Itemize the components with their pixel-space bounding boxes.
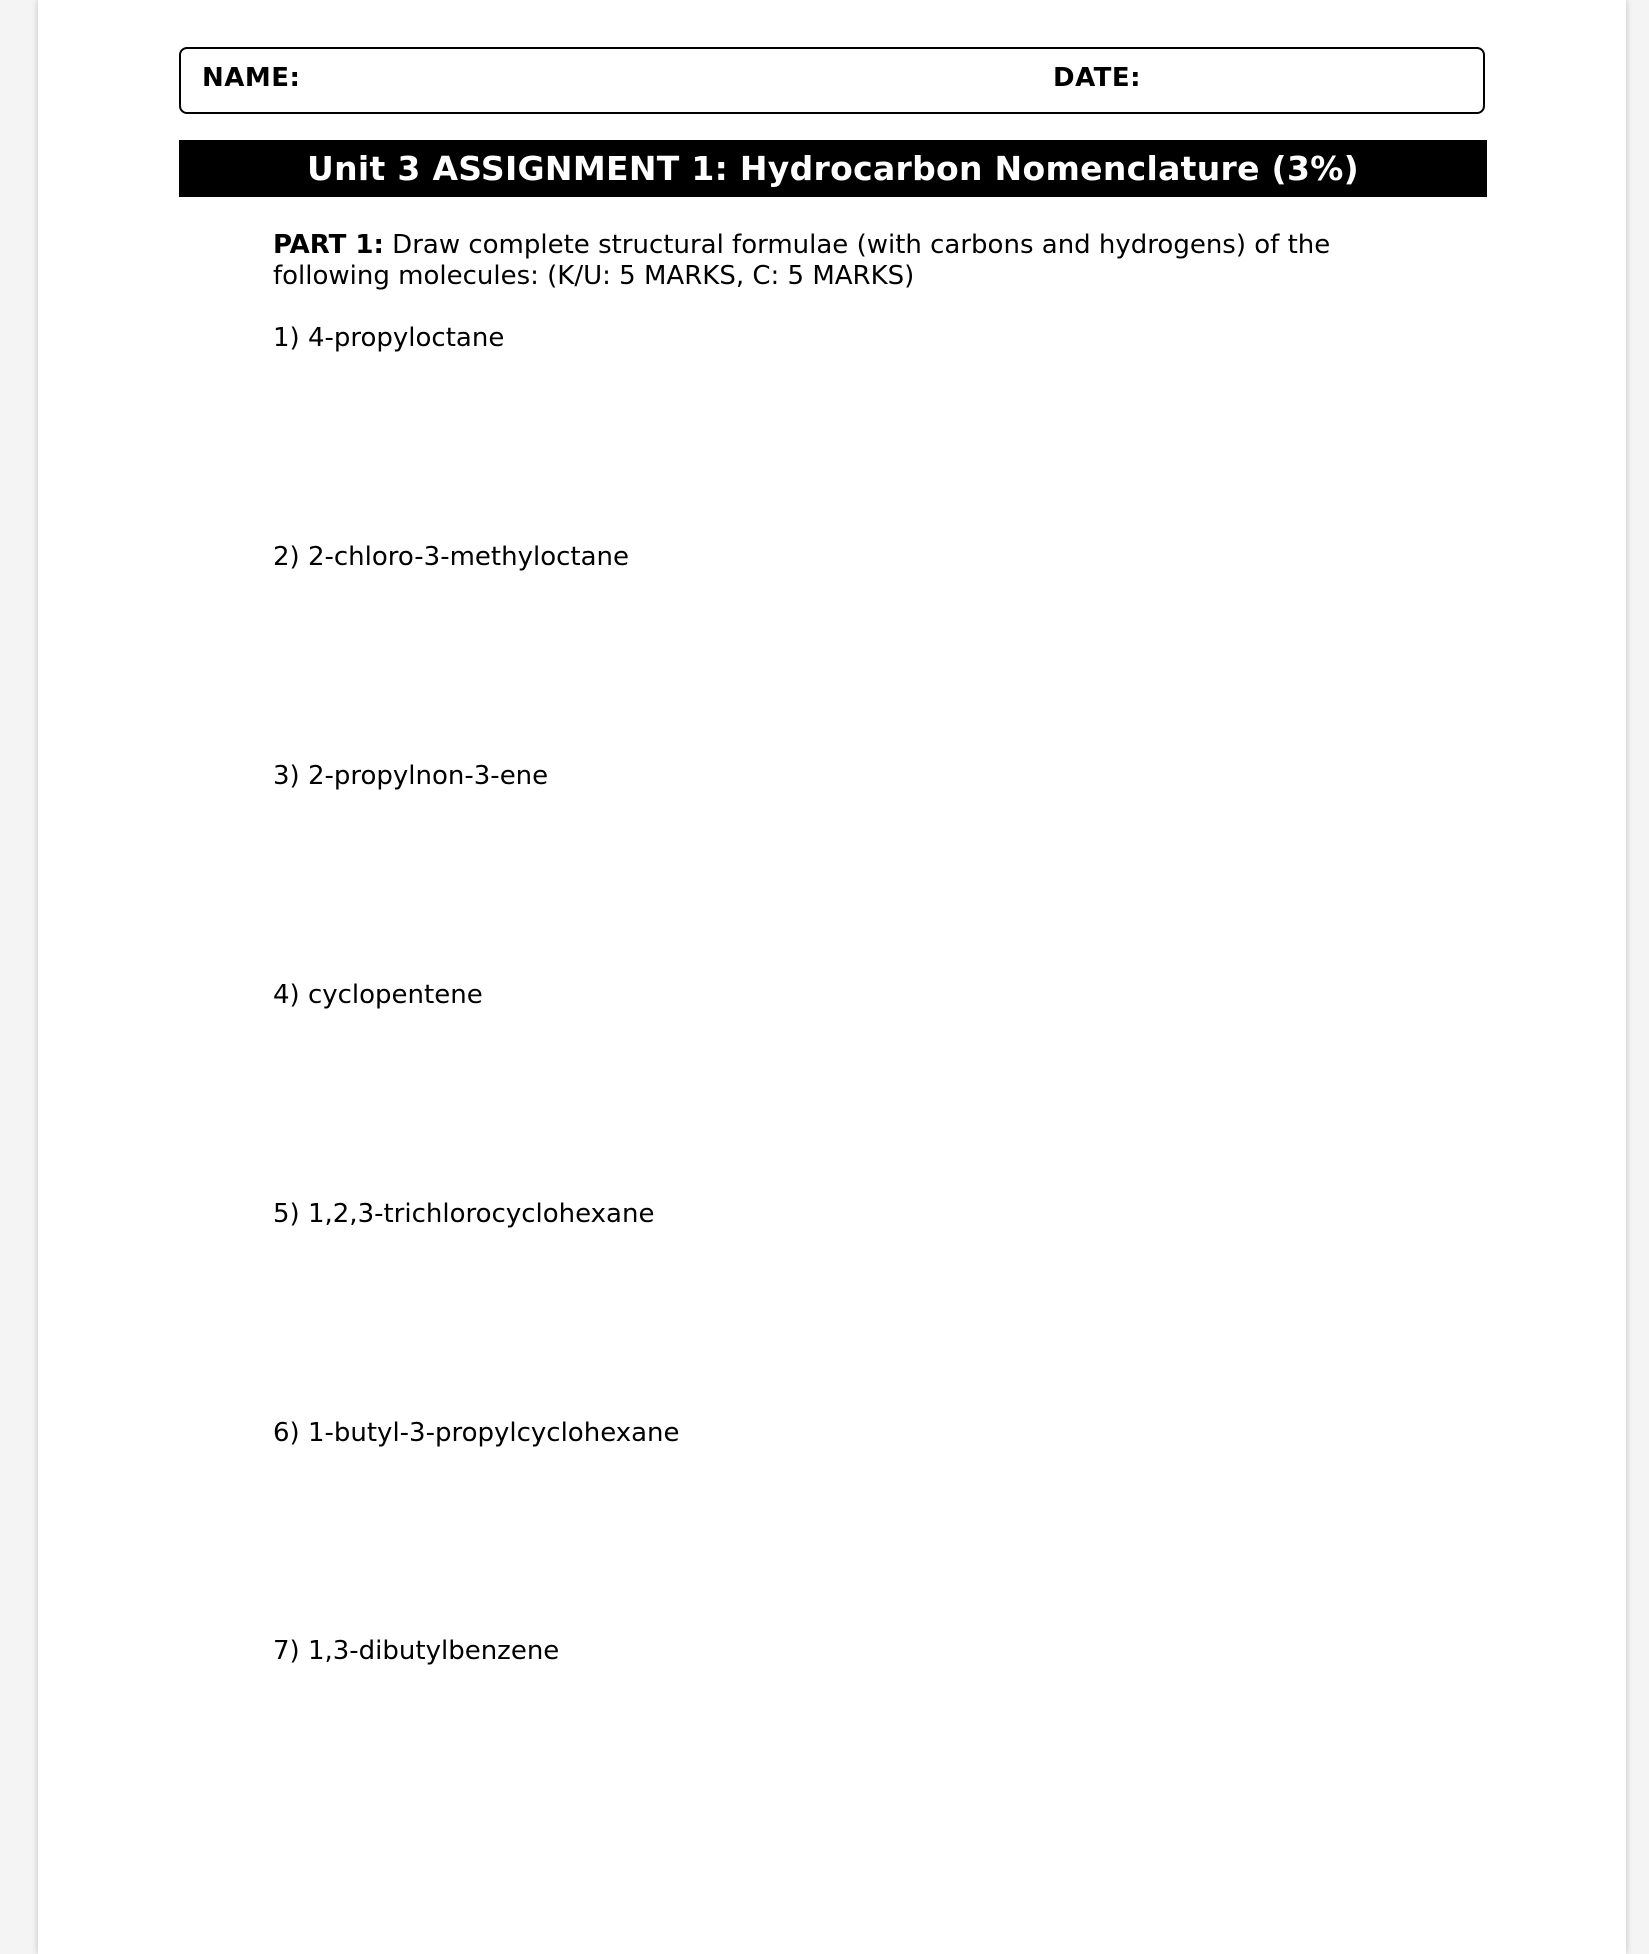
question-2: 2) 2-chloro-3-methyloctane xyxy=(273,542,630,572)
question-6: 6) 1-butyl-3-propylcyclohexane xyxy=(273,1418,680,1448)
question-1: 1) 4-propyloctane xyxy=(273,323,505,353)
question-3: 3) 2-propylnon-3-ene xyxy=(273,761,549,791)
worksheet-page xyxy=(38,0,1626,1954)
part1-instructions xyxy=(273,230,1433,292)
name-label: NAME: xyxy=(202,63,301,93)
date-label: DATE: xyxy=(1053,63,1142,93)
question-4: 4) cyclopentene xyxy=(273,980,483,1010)
question-7: 7) 1,3-dibutylbenzene xyxy=(273,1636,560,1666)
assignment-title: Unit 3 ASSIGNMENT 1: Hydrocarbon Nomenclature (3%) xyxy=(179,140,1487,197)
part1-instruction-text: Draw complete structural formulae (with carbons and hydrogens) of the following molecules: (K/U: 5 MARKS, C: 5 MARKS) xyxy=(273,230,1331,291)
part1-label: PART 1: xyxy=(273,230,384,260)
name-date-box xyxy=(179,47,1485,114)
question-5: 5) 1,2,3-trichlorocyclohexane xyxy=(273,1199,655,1229)
